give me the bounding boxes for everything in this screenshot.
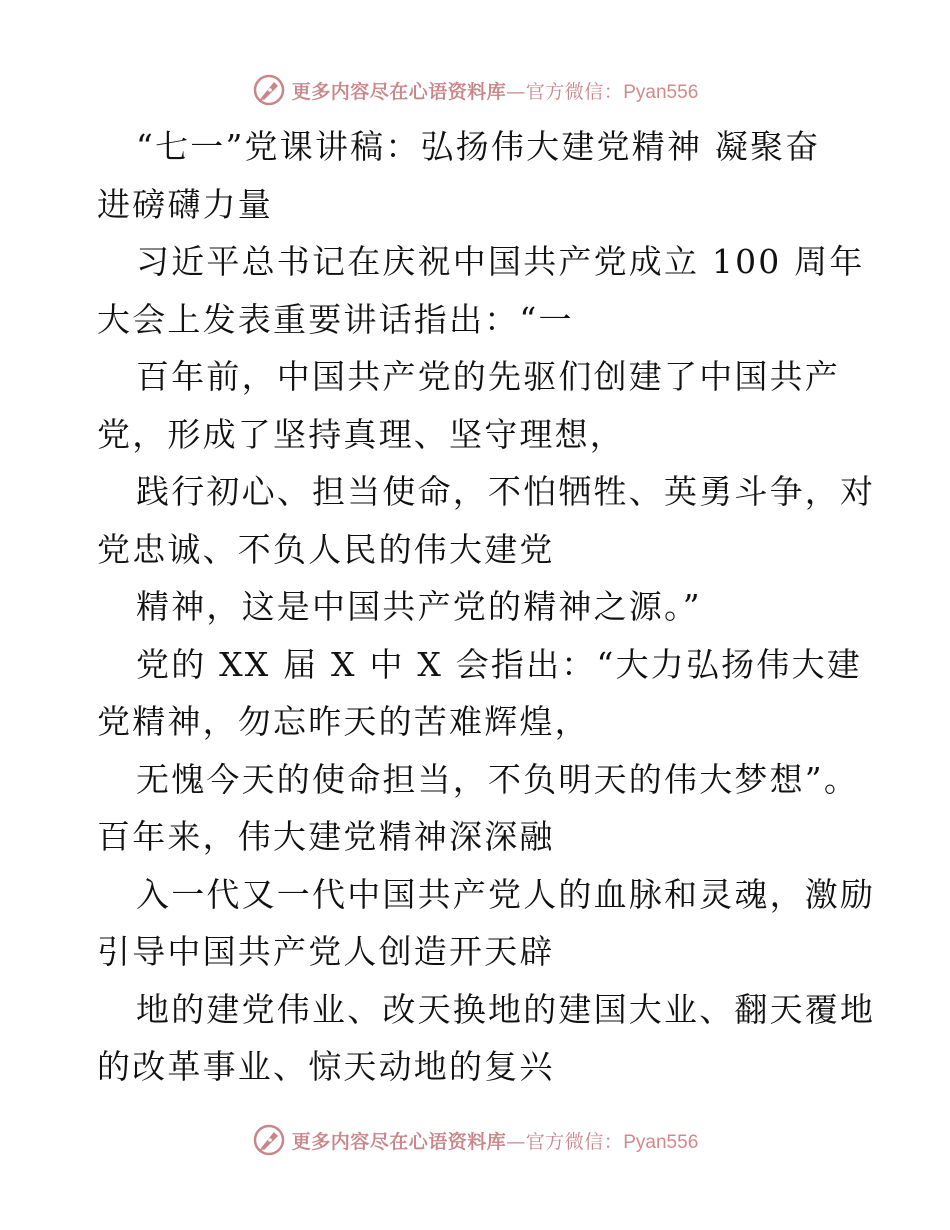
body-line: 无愧今天的使命担当，不负明天的伟大梦想”。 <box>136 759 860 799</box>
banner-site-name: 更多内容尽在心语资料库 <box>291 1130 507 1153</box>
body-line: 党，形成了坚持真理、坚守理想， <box>97 414 625 454</box>
body-line: 的改革事业、惊天动地的复兴 <box>97 1047 555 1086</box>
banner-site-name: 更多内容尽在心语资料库 <box>291 80 507 103</box>
body-line: 百年来，伟大建党精神深深融 <box>97 817 555 856</box>
body-line: 精神，这是中国共产党的精神之源。” <box>136 587 702 626</box>
body-line: 引导中国共产党人创造开天辟 <box>97 932 555 971</box>
body-line: 入一代又一代中国共产党人的血脉和灵魂，激励 <box>136 874 876 914</box>
body-line: 习近平总书记在庆祝中国共产党成立 100 周年 <box>136 242 865 281</box>
body-line: 地的建党伟业、改天换地的建国大业、翻天覆地 <box>136 989 876 1029</box>
body-line: 党的 XX 届 X 中 X 会指出：“大力弘扬伟大建 <box>136 644 862 684</box>
banner-text <box>292 1127 699 1154</box>
body-line: 践行初心、担当使命，不怕牺牲、英勇斗争，对 <box>136 472 876 511</box>
pen-nib-icon <box>252 73 286 107</box>
footer-watermark-banner <box>0 1120 950 1160</box>
banner-text <box>292 77 699 104</box>
body-line: 党精神，勿忘昨天的苦难辉煌， <box>97 702 590 741</box>
body-line: 大会上发表重要讲话指出：“一 <box>97 299 574 339</box>
document-body <box>97 118 876 1096</box>
banner-wechat-id: Pyan556 <box>623 1131 699 1153</box>
pen-nib-icon <box>252 1123 286 1157</box>
banner-wechat-id: Pyan556 <box>623 81 699 103</box>
title-line-1: “七一”党课讲稿：弘扬伟大建党精神 凝聚奋 <box>136 127 821 166</box>
title-line-2: 进磅礴力量 <box>97 184 273 224</box>
body-line: 百年前，中国共产党的先驱们创建了中国共产 <box>136 357 840 396</box>
body-line: 党忠诚、不负人民的伟大建党 <box>97 529 555 569</box>
banner-wechat-label: —官方微信： <box>506 1130 624 1153</box>
banner-wechat-label: —官方微信： <box>506 80 624 103</box>
header-watermark-banner <box>0 70 950 110</box>
